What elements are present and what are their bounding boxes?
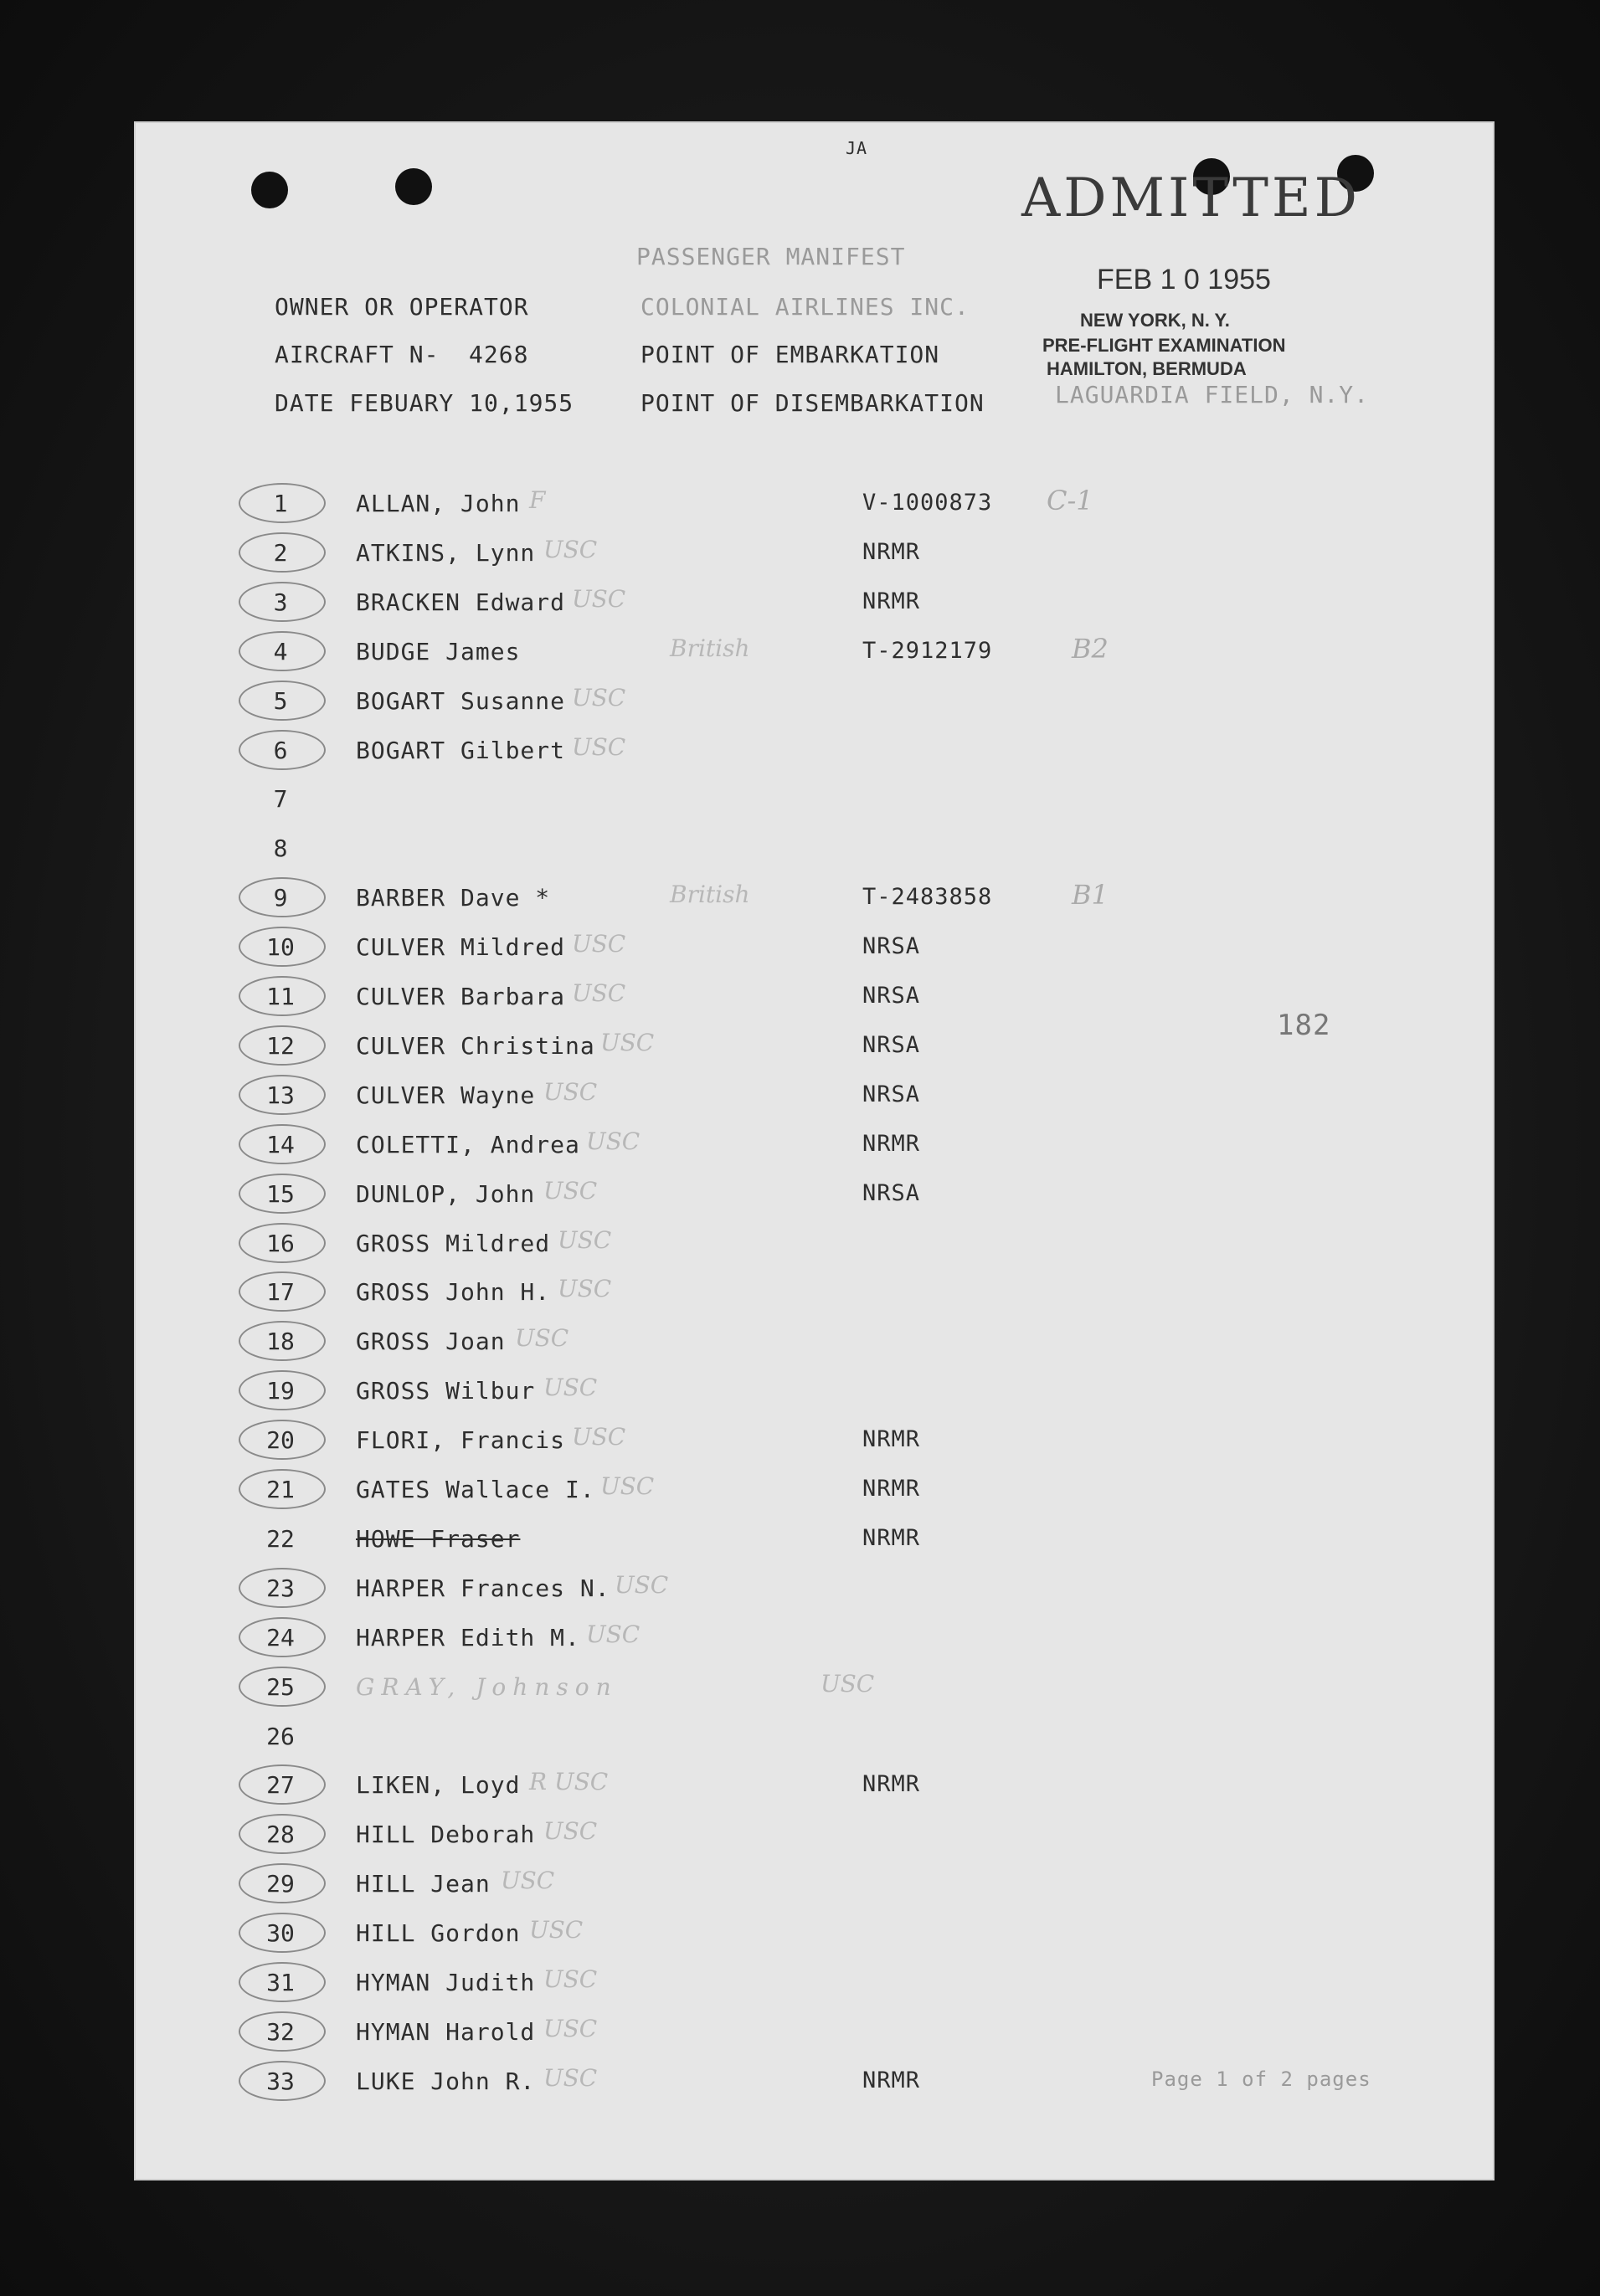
- passenger-name: GRAY, Johnson: [356, 1672, 618, 1701]
- citizenship-note: USC: [572, 732, 626, 761]
- document-code: NRMR: [862, 1426, 921, 1453]
- document-code: NRMR: [862, 1130, 921, 1157]
- stamp-location: NEW YORK, N. Y.: [1080, 310, 1230, 331]
- row-number: 4: [273, 637, 288, 665]
- row-number: 8: [273, 835, 288, 863]
- passenger-name: HILL Gordon: [356, 1919, 521, 1948]
- passenger-name: GATES Wallace I.: [356, 1476, 595, 1503]
- visa-class-note: B2: [1072, 632, 1109, 665]
- citizenship-note: USC: [543, 535, 598, 563]
- citizenship-note: USC: [543, 1374, 598, 1402]
- row-number: 3: [273, 588, 288, 616]
- passenger-name: LIKEN, Loyd: [356, 1771, 521, 1800]
- passenger-name: LUKE John R.: [356, 2067, 536, 2095]
- citizenship-note: USC: [615, 1570, 669, 1599]
- owner-label: OWNER OR OPERATOR: [275, 293, 529, 321]
- passenger-row: [134, 1916, 1495, 1963]
- citizenship-note: USC: [501, 1867, 555, 1895]
- row-number: 19: [266, 1377, 295, 1405]
- citizenship-note: USC: [572, 584, 626, 613]
- passenger-name: FLORI, Francis: [356, 1426, 566, 1455]
- disembarkation-value: LAGUARDIA FIELD, N.Y.: [1055, 381, 1370, 408]
- citizenship-note: USC: [586, 1127, 641, 1155]
- document-code: NRMR: [862, 1476, 921, 1502]
- aircraft-value: 4268: [469, 341, 529, 368]
- row-number: 13: [266, 1081, 295, 1109]
- manifest-page: [134, 121, 1495, 2180]
- manifest-title: PASSENGER MANIFEST: [636, 243, 906, 270]
- visa-class-note: C-1: [1047, 485, 1093, 516]
- row-number: 11: [266, 983, 295, 1010]
- passenger-row: [134, 1867, 1495, 1913]
- passenger-name: HYMAN Judith: [356, 1969, 536, 1996]
- document-code: V-1000873: [862, 490, 993, 516]
- passenger-row: [134, 1275, 1495, 1322]
- passenger-name: CULVER Mildred: [356, 933, 566, 962]
- passenger-row: [134, 1817, 1495, 1864]
- passenger-name: CULVER Christina: [356, 1031, 595, 1060]
- page-footer-note: Page 1 of 2 pages: [1151, 2067, 1371, 2091]
- row-number: 2: [273, 538, 288, 567]
- passenger-row: [134, 1965, 1495, 2012]
- passenger-row: [134, 879, 1495, 927]
- passenger-name: GROSS John H.: [356, 1278, 551, 1307]
- document-code: NRMR: [862, 588, 921, 614]
- passenger-row: [134, 2014, 1495, 2062]
- passenger-row: [134, 584, 1495, 632]
- citizenship-note: USC: [572, 979, 626, 1007]
- passenger-row: [134, 1374, 1495, 1420]
- passenger-row: [134, 1423, 1495, 1470]
- passenger-name: GROSS Mildred: [356, 1229, 551, 1257]
- side-note: 182: [1277, 1009, 1331, 1042]
- document-code: NRSA: [862, 983, 921, 1009]
- citizenship-note: USC: [529, 1916, 584, 1944]
- row-number: 29: [266, 1870, 295, 1898]
- document-code: T-2483858: [862, 884, 993, 911]
- row-number: 32: [266, 2017, 295, 2046]
- row-number: 10: [266, 933, 295, 962]
- passenger-name: DUNLOP, John: [356, 1179, 536, 1208]
- passenger-name: BARBER Dave *: [356, 884, 551, 912]
- citizenship-note: USC: [543, 1176, 598, 1205]
- passenger-name: HILL Jean: [356, 1870, 491, 1898]
- document-code: NRMR: [862, 1771, 921, 1798]
- passenger-row: [134, 1620, 1495, 1667]
- row-number: 5: [273, 686, 288, 715]
- passenger-row: [134, 1768, 1495, 1815]
- passenger-name: ATKINS, Lynn: [356, 538, 536, 567]
- row-number: 26: [266, 1722, 295, 1750]
- citizenship-note: USC: [600, 1028, 655, 1056]
- passenger-row: [134, 1127, 1495, 1174]
- row-number: 33: [266, 2067, 295, 2095]
- passenger-row: [134, 785, 1495, 829]
- citizenship-note: USC: [515, 1324, 569, 1353]
- row-number: 24: [266, 1623, 295, 1651]
- passenger-name: COLETTI, Andrea: [356, 1130, 580, 1158]
- passenger-name: GROSS Joan: [356, 1328, 506, 1356]
- document-code: NRSA: [862, 1031, 921, 1058]
- row-number: 6: [273, 736, 288, 764]
- document-code: NRSA: [862, 1179, 921, 1206]
- passenger-row: [134, 1472, 1495, 1519]
- citizenship-note: USC: [543, 1817, 598, 1846]
- passenger-name: HARPER Frances N.: [356, 1574, 610, 1602]
- row-number: 30: [266, 1919, 295, 1948]
- citizenship-note: R USC: [529, 1768, 609, 1796]
- passenger-row: [134, 683, 1495, 731]
- document-code: NRSA: [862, 1081, 921, 1107]
- row-number: 23: [266, 1574, 295, 1602]
- passenger-row: [134, 1176, 1495, 1224]
- passenger-name: HYMAN Harold: [356, 2017, 536, 2046]
- row-number: 12: [266, 1031, 295, 1060]
- row-number: 22: [266, 1524, 295, 1553]
- document-code: NRMR: [862, 538, 921, 565]
- row-number: 28: [266, 1821, 295, 1849]
- row-number: 27: [266, 1771, 295, 1800]
- row-number: 25: [266, 1672, 295, 1701]
- citizenship-note: USC: [600, 1472, 655, 1500]
- admitted-stamp: ADMITTED: [1021, 167, 1361, 229]
- row-number: 15: [266, 1179, 295, 1208]
- row-number: 16: [266, 1229, 295, 1257]
- citizenship-note: USC: [543, 1965, 598, 1993]
- citizenship-note: British: [670, 634, 750, 662]
- row-number: 20: [266, 1426, 295, 1455]
- document-code: NRSA: [862, 933, 921, 960]
- row-number: 14: [266, 1130, 295, 1158]
- aircraft-label: AIRCRAFT N-: [275, 341, 440, 368]
- citizenship-note: USC: [558, 1275, 612, 1303]
- passenger-row: [134, 930, 1495, 977]
- passenger-row: [134, 1570, 1495, 1618]
- passenger-row: [134, 1077, 1495, 1125]
- passenger-name: BOGART Susanne: [356, 686, 566, 715]
- document-code: NRMR: [862, 2067, 921, 2093]
- passenger-row: [134, 732, 1495, 780]
- row-number: 17: [266, 1278, 295, 1307]
- passenger-name: ALLAN, John: [356, 490, 521, 517]
- citizenship-note: USC: [572, 1423, 626, 1451]
- citizenship-note: USC: [572, 683, 626, 711]
- citizenship-note: British: [670, 881, 750, 909]
- passenger-row: [134, 1525, 1495, 1569]
- passenger-row: [134, 485, 1495, 533]
- passenger-row: [134, 1324, 1495, 1371]
- owner-value: COLONIAL AIRLINES INC.: [641, 293, 970, 321]
- top-mark: JA: [846, 138, 868, 158]
- citizenship-note: USC: [543, 2014, 598, 2042]
- date-label: DATE FEBUARY 10,1955: [275, 389, 574, 417]
- citizenship-note: USC: [821, 1669, 875, 1698]
- stamp-date: FEB 1 0 1955: [1097, 264, 1271, 295]
- embarkation-label: POINT OF EMBARKATION: [641, 341, 940, 368]
- passenger-name: HARPER Edith M.: [356, 1623, 580, 1651]
- citizenship-note: USC: [543, 2063, 598, 2092]
- passenger-name: CULVER Barbara: [356, 983, 566, 1010]
- citizenship-note: F: [529, 486, 546, 514]
- stamp-examination: PRE-FLIGHT EXAMINATION: [1042, 335, 1286, 356]
- row-number: 9: [273, 884, 288, 912]
- passenger-row: [134, 535, 1495, 583]
- passenger-list: [134, 121, 1495, 2180]
- row-number: 21: [266, 1476, 295, 1503]
- citizenship-note: USC: [543, 1077, 598, 1106]
- passenger-row: [134, 1225, 1495, 1273]
- stamp-origin: HAMILTON, BERMUDA: [1047, 358, 1247, 379]
- citizenship-note: USC: [558, 1225, 612, 1254]
- passenger-name: BRACKEN Edward: [356, 588, 566, 616]
- document-code: T-2912179: [862, 637, 993, 664]
- citizenship-note: USC: [572, 930, 626, 958]
- passenger-row: [134, 1723, 1495, 1766]
- passenger-name: HOWE Fraser: [356, 1524, 521, 1553]
- passenger-name: HILL Deborah: [356, 1821, 536, 1849]
- document-code: NRMR: [862, 1524, 921, 1551]
- row-number: 31: [266, 1969, 295, 1996]
- row-number: 1: [273, 490, 288, 517]
- passenger-name: BUDGE James: [356, 637, 521, 665]
- passenger-row: [134, 632, 1495, 681]
- row-number: 18: [266, 1328, 295, 1356]
- passenger-name: CULVER Wayne: [356, 1081, 536, 1109]
- disembarkation-label: POINT OF DISEMBARKATION: [641, 389, 985, 417]
- passenger-row: [134, 835, 1495, 878]
- citizenship-note: USC: [586, 1620, 641, 1648]
- passenger-name: BOGART Gilbert: [356, 736, 566, 764]
- visa-class-note: B1: [1072, 879, 1109, 912]
- row-number: 7: [273, 785, 288, 814]
- passenger-row: [134, 1669, 1495, 1717]
- passenger-name: GROSS Wilbur: [356, 1377, 536, 1405]
